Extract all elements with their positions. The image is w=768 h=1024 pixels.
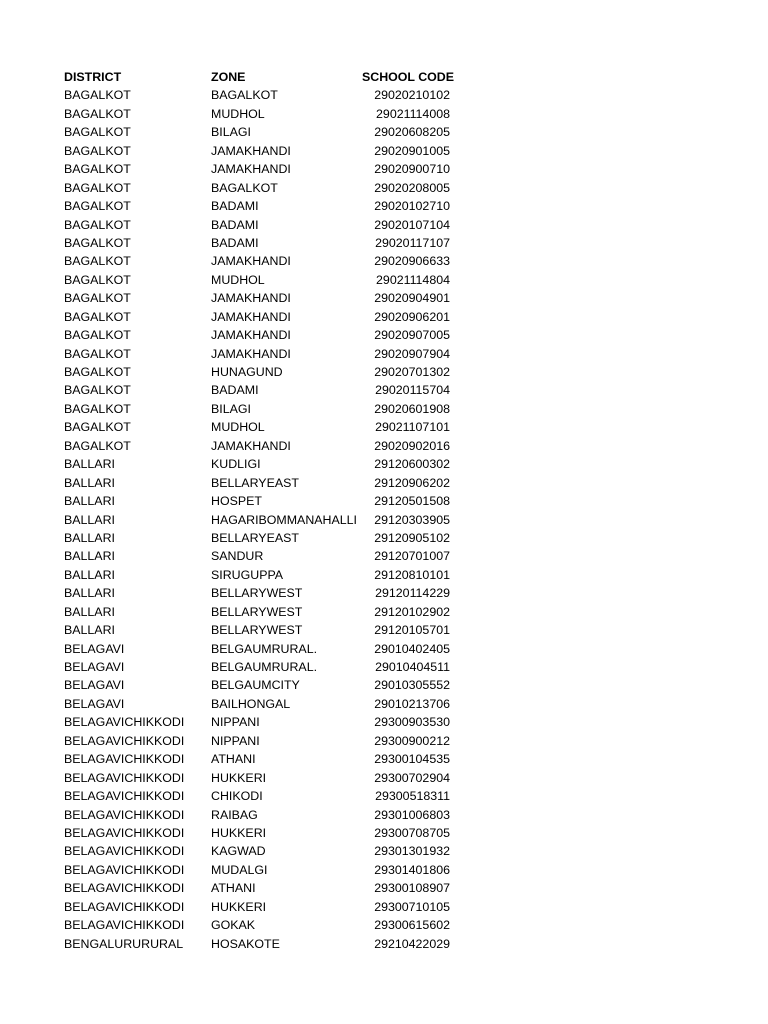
table-row	[64, 345, 464, 363]
zone-cell: BAILHONGAL	[211, 696, 291, 711]
zone-cell: KUDLIGI	[211, 457, 261, 472]
district-cell: BAGALKOT	[64, 162, 131, 177]
school-code-cell: 29020210102	[374, 88, 450, 103]
zone-cell: BILAGI	[211, 125, 251, 140]
district-cell: BALLARI	[64, 549, 115, 564]
zone-cell: HUKKERI	[211, 770, 267, 785]
school-code-cell: 29020102710	[374, 199, 450, 214]
table-header-row	[64, 68, 464, 86]
district-cell: BAGALKOT	[64, 143, 131, 158]
table-row	[64, 418, 464, 436]
district-cell: BELAGAVICHIKKODI	[64, 752, 185, 767]
zone-cell: HUKKERI	[211, 899, 267, 914]
table-row	[64, 455, 464, 473]
table-row	[64, 621, 464, 639]
zone-cell: JAMAKHANDI	[211, 162, 291, 177]
zone-cell: JAMAKHANDI	[211, 309, 291, 324]
school-code-cell: 29301006803	[374, 807, 450, 822]
school-code-cell: 29020208005	[374, 180, 450, 195]
district-cell: BAGALKOT	[64, 365, 131, 379]
district-cell: BAGALKOT	[64, 328, 131, 343]
district-cell: BAGALKOT	[64, 309, 131, 324]
zone-cell: BELLARYEAST	[211, 530, 299, 545]
district-cell: BAGALKOT	[64, 383, 131, 398]
table-row	[64, 935, 464, 953]
school-code-cell: 29020701302	[374, 365, 450, 379]
table-row	[64, 695, 464, 713]
school-code-cell: 29300903530	[374, 715, 450, 730]
district-cell: BELAGAVICHIKKODI	[64, 918, 185, 933]
district-cell: BAGALKOT	[64, 180, 131, 195]
zone-cell: RAIBAG	[211, 807, 258, 822]
zone-cell: BADAMI	[211, 235, 259, 250]
zone-cell: BELLARYWEST	[211, 586, 303, 601]
table-row	[64, 898, 464, 916]
district-cell: BELAGAVI	[64, 641, 125, 656]
table-row	[64, 474, 464, 492]
district-cell: BELAGAVICHIKKODI	[64, 770, 185, 785]
school-code-cell: 29020906201	[374, 309, 450, 324]
school-code-cell: 29010402405	[374, 641, 450, 656]
zone-cell: GOKAK	[211, 918, 256, 933]
zone-cell: ATHANI	[211, 752, 256, 767]
district-cell: BELAGAVICHIKKODI	[64, 789, 185, 804]
table-row	[64, 216, 464, 234]
district-cell: BAGALKOT	[64, 346, 131, 361]
district-cell: BELAGAVI	[64, 660, 125, 674]
school-code-cell: 29120102902	[374, 604, 450, 619]
table-row	[64, 289, 464, 307]
table-row	[64, 179, 464, 197]
school-code-cell: 29300710105	[374, 899, 450, 914]
district-cell: BAGALKOT	[64, 291, 131, 306]
district-cell: BELAGAVICHIKKODI	[64, 825, 185, 840]
table-row	[64, 271, 464, 289]
district-cell: BALLARI	[64, 586, 115, 601]
school-code-cell: 29021114008	[376, 106, 450, 121]
zone-cell: BADAMI	[211, 199, 259, 214]
school-code-cell: 29120501508	[374, 494, 450, 509]
district-cell: BALLARI	[64, 457, 115, 472]
table-row	[64, 842, 464, 860]
district-cell: BAGALKOT	[64, 217, 131, 232]
zone-cell: JAMAKHANDI	[211, 291, 291, 306]
table-row	[64, 529, 464, 547]
table-row	[64, 160, 464, 178]
school-code-cell: 29300900212	[374, 733, 450, 748]
zone-cell: KAGWAD	[211, 844, 266, 859]
district-column-header: DISTRICT	[64, 70, 122, 84]
zone-cell: BELLARYWEST	[211, 604, 303, 619]
district-cell: BELAGAVICHIKKODI	[64, 807, 185, 822]
table-row	[64, 142, 464, 160]
zone-cell: BELGAUMRURAL.	[211, 660, 318, 674]
zone-cell: JAMAKHANDI	[211, 328, 291, 343]
school-code-cell: 29020907005	[374, 328, 450, 343]
school-code-cell: 29120810101	[374, 567, 450, 582]
district-cell: BAGALKOT	[64, 125, 131, 140]
table-row	[64, 732, 464, 750]
school-code-cell: 29301301932	[374, 844, 450, 859]
table-row	[64, 750, 464, 768]
zone-cell: HOSAKOTE	[211, 936, 280, 951]
zone-cell: JAMAKHANDI	[211, 346, 291, 361]
zone-cell: CHIKODI	[211, 789, 263, 804]
table-row	[64, 603, 464, 621]
school-code-cell: 29021114804	[376, 272, 450, 287]
table-row	[64, 640, 464, 658]
zone-cell: SIRUGUPPA	[211, 567, 284, 582]
table-row	[64, 769, 464, 787]
district-cell: BAGALKOT	[64, 199, 131, 214]
school-code-cell: 29020117107	[375, 235, 450, 250]
zone-cell: BELLARYWEST	[211, 623, 303, 638]
district-cell: BENGALURURURAL	[64, 936, 184, 951]
district-cell: BAGALKOT	[64, 235, 131, 250]
school-code-cell: 29020115704	[375, 383, 450, 398]
district-cell: BALLARI	[64, 530, 115, 545]
district-cell: BALLARI	[64, 475, 115, 490]
school-code-cell: 29020906633	[374, 254, 450, 269]
zone-cell: JAMAKHANDI	[211, 143, 291, 158]
table-row	[64, 123, 464, 141]
school-code-cell: 29021107101	[375, 420, 450, 435]
table-row	[64, 806, 464, 824]
zone-cell: BELGAUMRURAL.	[211, 641, 318, 656]
zone-cell: BELLARYEAST	[211, 475, 299, 490]
district-cell: BELAGAVICHIKKODI	[64, 899, 185, 914]
zone-cell: BADAMI	[211, 383, 259, 398]
district-cell: BAGALKOT	[64, 106, 131, 121]
table-row	[64, 86, 464, 104]
table-row	[64, 308, 464, 326]
table-row	[64, 879, 464, 897]
table-row	[64, 326, 464, 344]
zone-cell: BILAGI	[211, 401, 251, 416]
district-cell: BELAGAVICHIKKODI	[64, 844, 185, 859]
zone-cell: JAMAKHANDI	[211, 254, 291, 269]
zone-column-header: ZONE	[211, 70, 246, 84]
school-code-table	[64, 68, 464, 953]
table-row	[64, 916, 464, 934]
zone-cell: HUKKERI	[211, 825, 267, 840]
school-code-cell: 29120600302	[374, 457, 450, 472]
school-code-cell: 29300108907	[374, 881, 450, 896]
table-row	[64, 861, 464, 879]
table-row	[64, 584, 464, 602]
zone-cell: HAGARIBOMMANAHALLI	[211, 512, 357, 527]
zone-cell: MUDALGI	[211, 862, 268, 877]
zone-cell: MUDHOL	[211, 106, 265, 121]
table-row	[64, 713, 464, 731]
school-code-cell: 29300518311	[375, 789, 450, 804]
school-code-cell: 29020904901	[374, 291, 450, 306]
school-code-cell: 29120114229	[375, 586, 450, 601]
table-row	[64, 824, 464, 842]
table-row	[64, 252, 464, 270]
table-row	[64, 511, 464, 529]
school-code-cell: 29120303905	[374, 512, 450, 527]
zone-cell: SANDUR	[211, 549, 264, 564]
table-row	[64, 400, 464, 418]
district-cell: BELAGAVICHIKKODI	[64, 733, 185, 748]
zone-cell: ATHANI	[211, 881, 256, 896]
table-row	[64, 566, 464, 584]
school-code-cell: 29010213706	[374, 696, 450, 711]
district-cell: BALLARI	[64, 494, 115, 509]
school-code-cell: 29020902016	[374, 438, 450, 453]
school-code-cell: 29210422029	[374, 936, 450, 951]
zone-cell: HUNAGUND	[211, 365, 283, 379]
school-code-cell: 29300708705	[374, 825, 450, 840]
school-code-cell: 29120905102	[374, 530, 450, 545]
school-code-cell: 29010404511	[375, 660, 450, 674]
district-cell: BAGALKOT	[64, 88, 131, 103]
district-cell: BELAGAVICHIKKODI	[64, 881, 185, 896]
table-row	[64, 547, 464, 565]
zone-cell: NIPPANI	[211, 733, 260, 748]
zone-cell: BAGALKOT	[211, 180, 278, 195]
table-row	[64, 658, 464, 676]
school-code-cell: 29020107104	[374, 217, 450, 232]
zone-cell: MUDHOL	[211, 420, 265, 435]
school-code-cell: 29120701007	[374, 549, 450, 564]
zone-cell: BAGALKOT	[211, 88, 278, 103]
district-cell: BALLARI	[64, 623, 115, 638]
school-code-cell: 29020907904	[374, 346, 450, 361]
zone-cell: MUDHOL	[211, 272, 265, 287]
school-code-cell: 29020901005	[374, 143, 450, 158]
district-cell: BALLARI	[64, 567, 115, 582]
school-code-cell: 29020601908	[374, 401, 450, 416]
zone-cell: BELGAUMCITY	[211, 678, 300, 693]
district-cell: BELAGAVICHIKKODI	[64, 862, 185, 877]
table-row	[64, 363, 464, 381]
zone-cell: HOSPET	[211, 494, 262, 509]
school-code-cell: 29301401806	[374, 862, 450, 877]
district-cell: BAGALKOT	[64, 438, 131, 453]
school-code-cell: 29020608205	[374, 125, 450, 140]
district-cell: BAGALKOT	[64, 272, 131, 287]
school-code-cell: 29300702904	[374, 770, 450, 785]
zone-cell: BADAMI	[211, 217, 259, 232]
table-row	[64, 197, 464, 215]
table-row	[64, 676, 464, 694]
table-row	[64, 105, 464, 123]
district-cell: BELAGAVI	[64, 696, 125, 711]
table-row	[64, 381, 464, 399]
table-body	[64, 86, 464, 953]
zone-cell: JAMAKHANDI	[211, 438, 291, 453]
zone-cell: NIPPANI	[211, 715, 260, 730]
district-cell: BAGALKOT	[64, 254, 131, 269]
district-cell: BALLARI	[64, 604, 115, 619]
table-row	[64, 437, 464, 455]
school-code-column-header: SCHOOL CODE	[362, 70, 455, 84]
school-code-cell: 29120906202	[374, 475, 450, 490]
school-code-cell: 29300104535	[374, 752, 450, 767]
table-row	[64, 234, 464, 252]
district-cell: BELAGAVICHIKKODI	[64, 715, 185, 730]
district-cell: BALLARI	[64, 512, 115, 527]
table-row	[64, 492, 464, 510]
school-code-cell: 29010305552	[374, 678, 450, 693]
school-code-cell: 29020900710	[374, 162, 450, 177]
district-cell: BAGALKOT	[64, 420, 131, 435]
school-code-cell: 29120105701	[374, 623, 450, 638]
table-row	[64, 787, 464, 805]
district-cell: BELAGAVI	[64, 678, 125, 693]
school-code-cell: 29300615602	[374, 918, 450, 933]
district-cell: BAGALKOT	[64, 401, 131, 416]
